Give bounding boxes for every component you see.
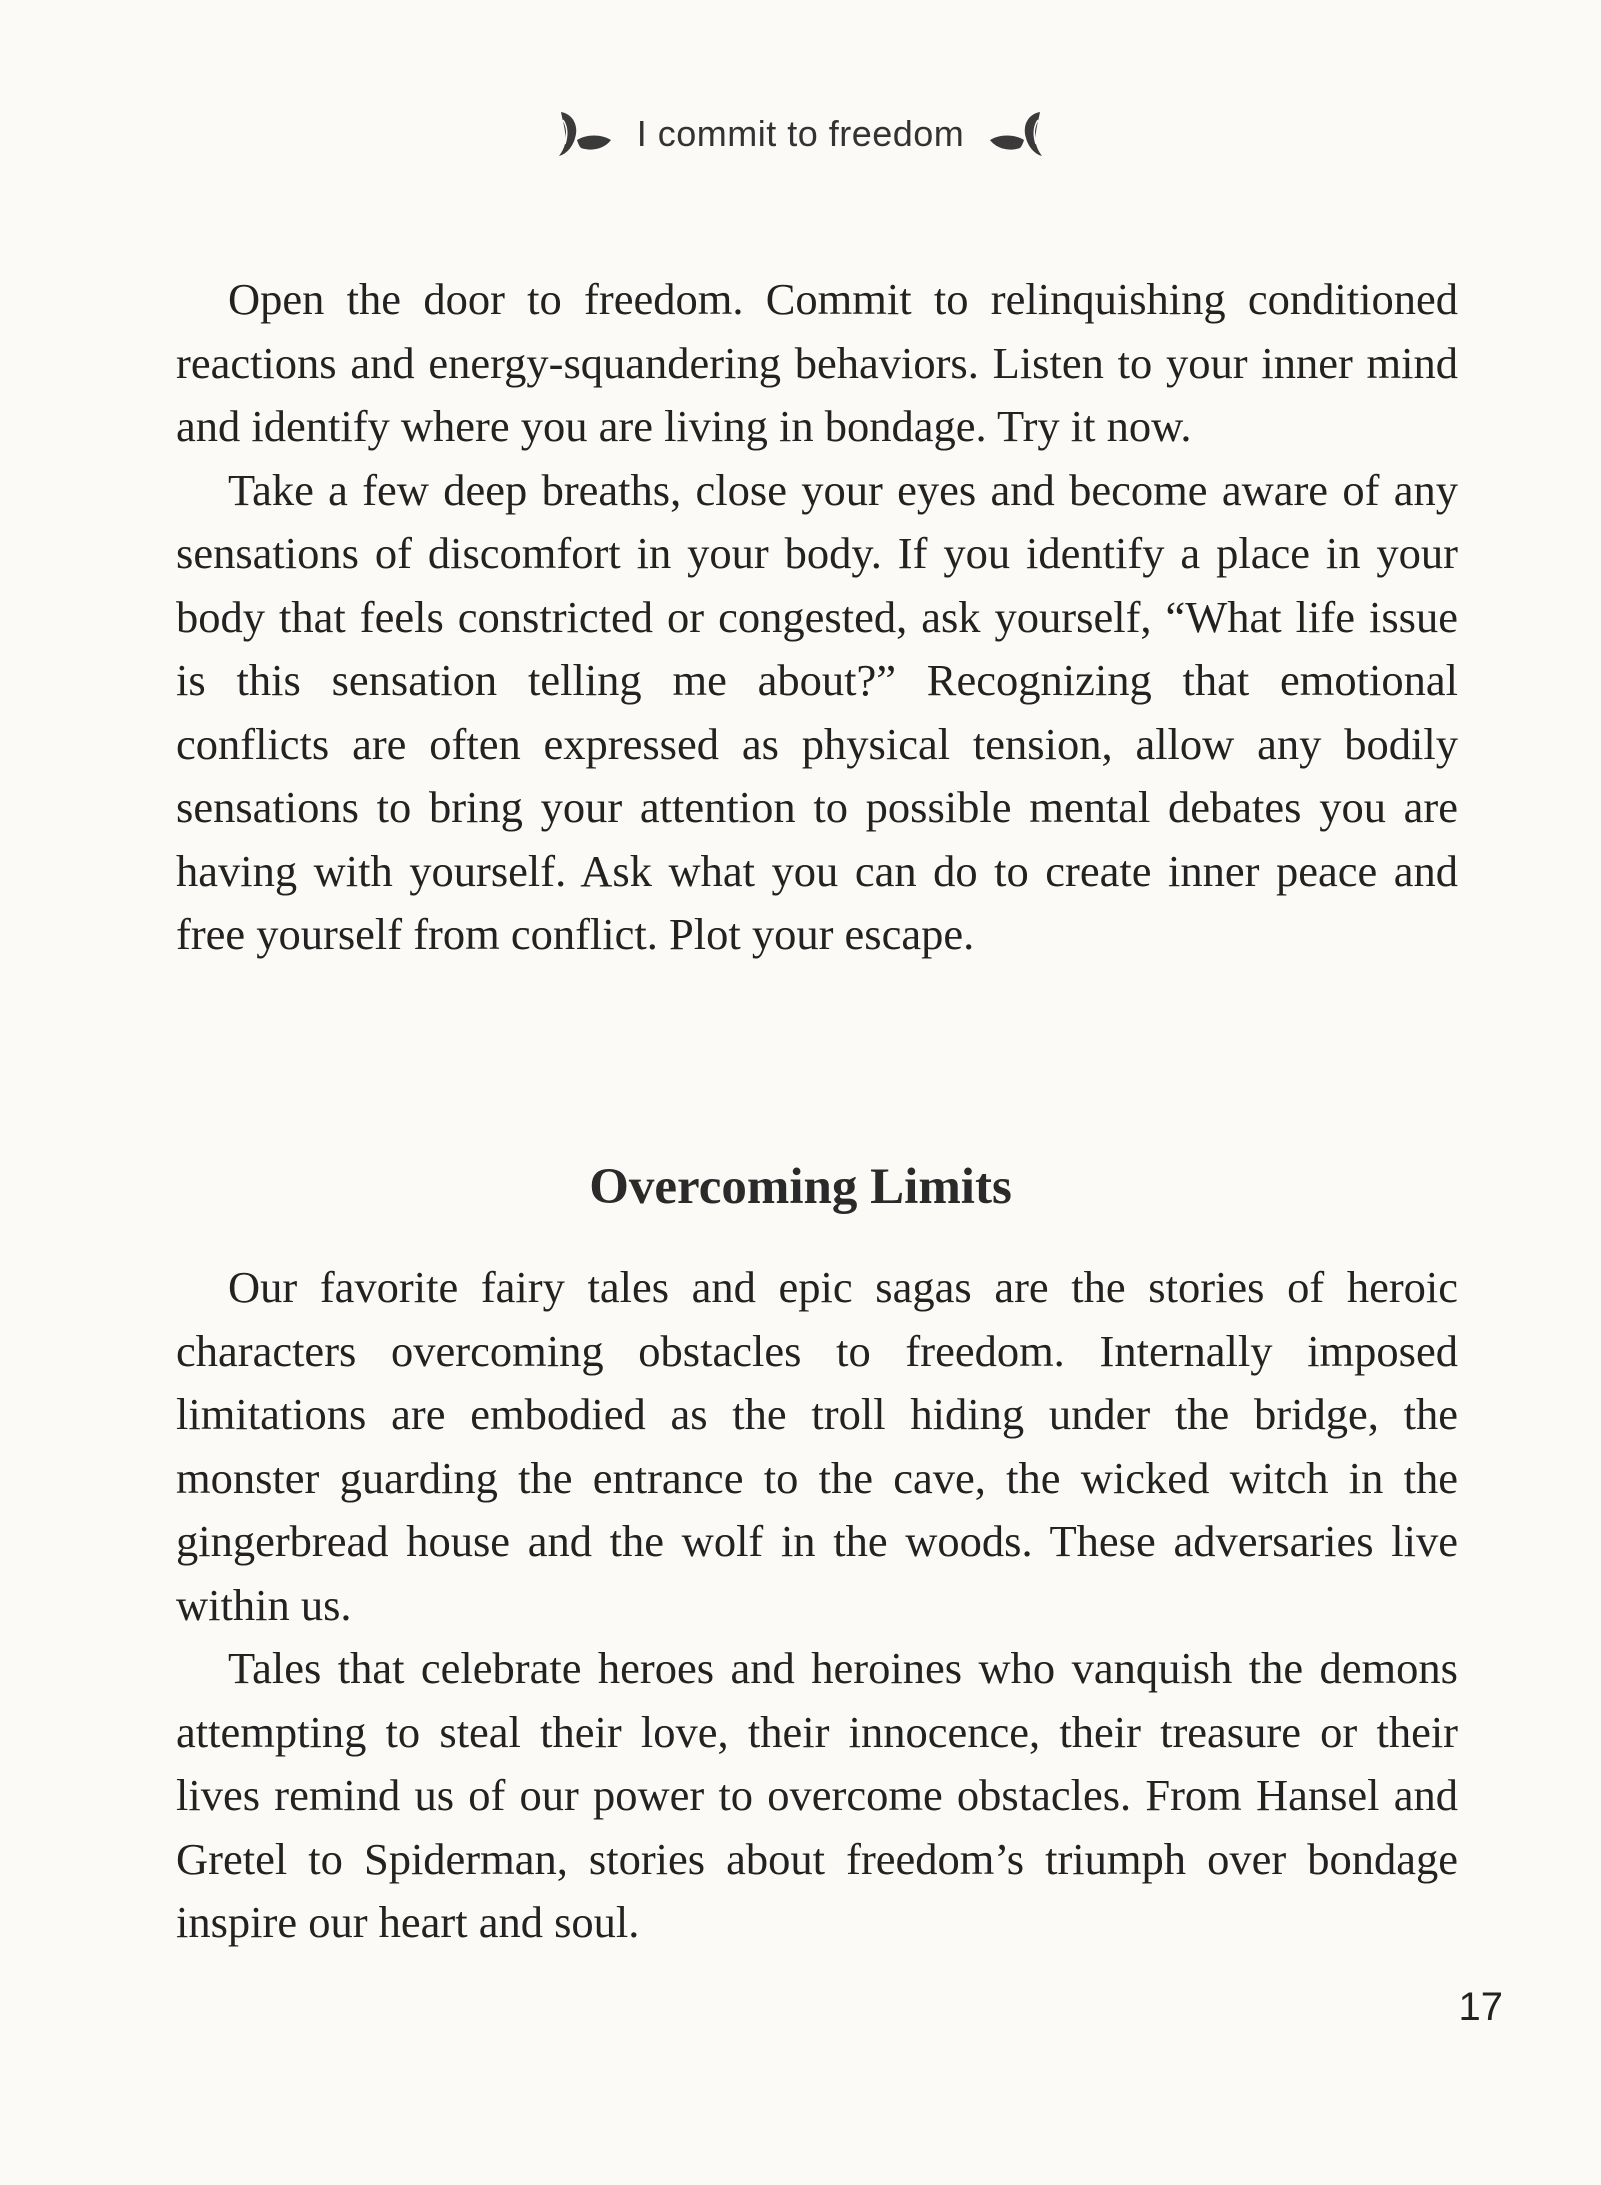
leaf-ornament-right-icon bbox=[986, 104, 1048, 164]
running-head-title: I commit to freedom bbox=[636, 113, 965, 154]
paragraph: Our favorite fairy tales and epic sagas are the stories of heroic characters overcoming obstacles to freedom. Internally imposed limitations are embodied as the troll hiding under the bridge, the monster guarding the entrance to the cave, the wicked witch in the gingerbread house and the wolf in the woods. These adversaries live within us. bbox=[176, 1262, 1458, 1630]
leaf-ornament-left-icon bbox=[553, 104, 615, 164]
page-number: 17 bbox=[1458, 1985, 1503, 2029]
paragraph: Tales that celebrate heroes and heroines who vanquish the demons attempting to steal their love, their innocence, their treasure or their lives remind us of our power to overcome obstacles. From Hansel and Gretel to Spiderman, stories about freedom’s triumph over bondage inspire our heart and soul. bbox=[176, 1643, 1458, 1947]
paragraph: Take a few deep breaths, close your eyes and become aware of any sensations of discomfort in your body. If you identify a place in your body that feels constricted or congested, ask yourself, “What life issue is this sensation telling me about?” Recognizing that emotional conflicts are often expressed as physical tension, allow any bodily sensations to bring your attention to possible mental debates you are having with yourself. Ask what you can do to create inner peace and free yourself from conflict. Plot your escape. bbox=[176, 464, 1458, 959]
running-head bbox=[0, 104, 1601, 164]
paragraph: Open the door to freedom. Commit to relinquishing conditioned reactions and energy-squandering behaviors. Listen to your inner mind and identify where you are living in bondage. Try it now. bbox=[176, 274, 1458, 451]
section-heading: Overcoming Limits bbox=[589, 1159, 1012, 1215]
section-two-body bbox=[176, 1256, 1458, 1955]
section-one-body bbox=[176, 268, 1458, 967]
